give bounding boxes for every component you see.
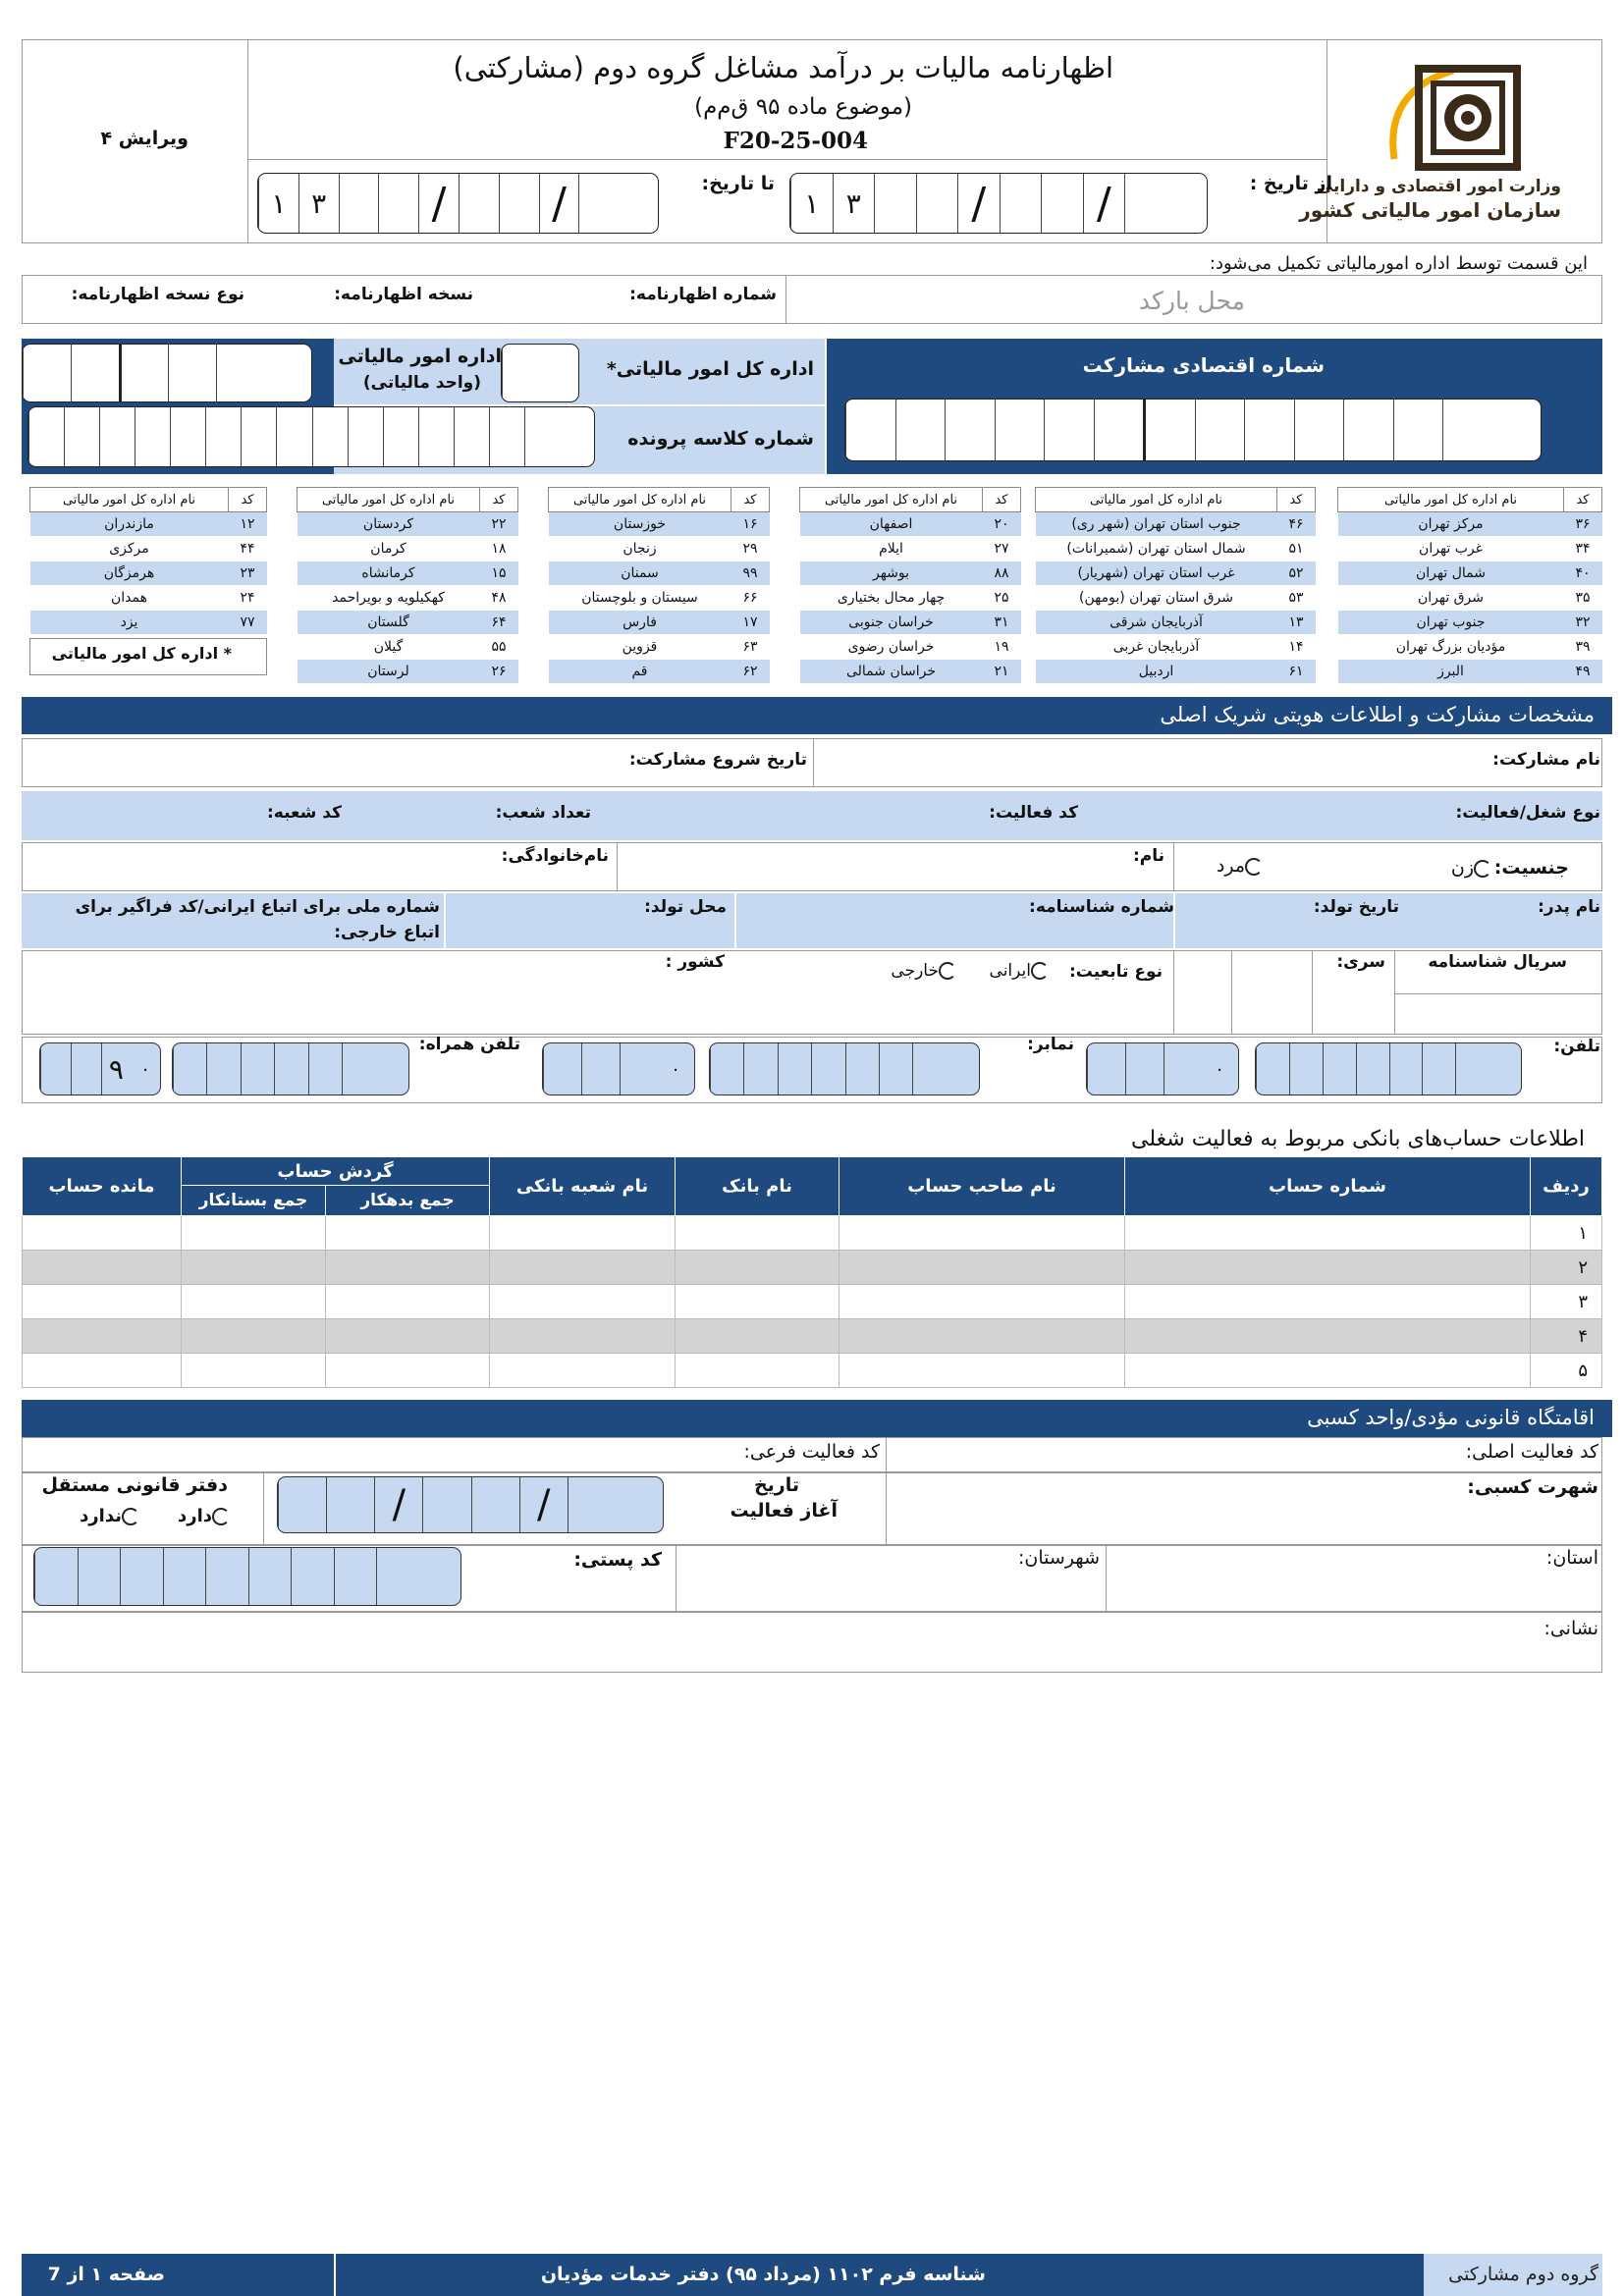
code-row [30, 611, 267, 635]
office-name: شرق استان تهران (بومهن) [1036, 586, 1277, 611]
office-code: ۲۷ [983, 537, 1021, 561]
col-branch-name: نام شعبه بانکی [490, 1157, 676, 1216]
col-balance: مانده حساب [23, 1157, 182, 1216]
office-name: گیلان [298, 635, 480, 660]
start-activity-label-2: آغاز فعالیت [730, 1500, 838, 1522]
header-divider-mid [247, 159, 1326, 160]
office-name: قزوین [549, 635, 731, 660]
code-row [1338, 660, 1602, 684]
code-row [298, 561, 518, 586]
address-label: نشانی: [1543, 1618, 1598, 1639]
form-title: اظهارنامه مالیات بر درآمد مشاغل گروه دوم (مشارکتی) [453, 51, 1113, 84]
code-row [298, 660, 518, 684]
foreign-radio-icon [939, 962, 956, 980]
office-code: ۱۹ [983, 635, 1021, 660]
office-name: فارس [549, 611, 731, 635]
office-code: ۲۲ [480, 512, 518, 537]
office-name: چهار محال بختیاری [800, 586, 983, 611]
office-name: البرز [1338, 660, 1564, 684]
bank-cell[interactable] [490, 1251, 676, 1285]
table-row [23, 1354, 1602, 1388]
form-code: F20-25-004 [723, 128, 868, 154]
logo [1299, 51, 1581, 228]
office-code: ۳۴ [1564, 537, 1602, 561]
code-row [800, 586, 1021, 611]
office-code: ۱۸ [480, 537, 518, 561]
fax-label: نمابر: [1027, 1035, 1074, 1054]
office-code: ۶۶ [731, 586, 770, 611]
partnership-name-label: نام مشارکت: [1492, 750, 1600, 770]
female-radio-icon [1474, 860, 1491, 878]
start-activity-label-1: تاریخ [753, 1474, 799, 1496]
office-name: یزد [30, 611, 229, 635]
bank-cell[interactable] [490, 1354, 676, 1388]
barcode-area: محل بارکد [1138, 287, 1245, 315]
code-col-header: کد [983, 488, 1021, 512]
office-code: ۲۰ [983, 512, 1021, 537]
code-table [548, 487, 770, 684]
code-col-header: کد [480, 488, 518, 512]
tax-office-boxes[interactable] [22, 344, 312, 402]
office-code: ۵۲ [1277, 561, 1316, 586]
office-name: مازندران [30, 512, 229, 537]
ledger-hasnot-option[interactable]: ندارد [80, 1506, 139, 1526]
id-number-label: شماره شناسنامه: [1029, 897, 1174, 917]
bank-cell[interactable] [676, 1251, 839, 1285]
office-name: خراسان شمالی [800, 660, 983, 684]
code-row [1338, 537, 1602, 561]
national-id-label-1: شماره ملی برای اتباع ایرانی/کد فراگیر برای [75, 897, 440, 917]
file-class-label: شماره کلاسه پرونده [627, 428, 814, 450]
office-name: کردستان [298, 512, 480, 537]
col-turnover: گردش حساب [182, 1157, 490, 1186]
code-row [549, 561, 770, 586]
partnership-title: مشخصات مشارکت و اطلاعات هویتی شریک اصلی [1160, 703, 1595, 726]
economic-number-boxes[interactable] [844, 399, 1542, 461]
ledger-label: دفتر قانونی مستقل [41, 1474, 228, 1496]
economic-number-label: شماره اقتصادی مشارکت [1082, 353, 1325, 377]
office-name: مؤدیان بزرگ تهران [1338, 635, 1564, 660]
code-row [1036, 586, 1316, 611]
last-name-label: نام‌خانوادگی: [501, 846, 609, 866]
mobile-label: تلفن همراه: [418, 1035, 520, 1054]
code-row [1036, 512, 1316, 537]
office-name: جنوب تهران [1338, 611, 1564, 635]
office-code: ۲۱ [983, 660, 1021, 684]
office-name: آذربایجان شرقی [1036, 611, 1277, 635]
office-code: ۱۴ [1277, 635, 1316, 660]
start-activity-date-boxes[interactable]: / / [277, 1476, 664, 1533]
code-col-header: کد [1564, 488, 1602, 512]
col-row: ردیف [1531, 1157, 1602, 1216]
code-row [1338, 635, 1602, 660]
office-name: آذربایجان غربی [1036, 635, 1277, 660]
office-code: ۶۲ [731, 660, 770, 684]
bank-accounts-table [22, 1156, 1602, 1388]
bank-cell[interactable] [182, 1216, 326, 1251]
form-subtitle: (موضوع ماده ۹۵ ق‌م‌م) [694, 94, 912, 120]
office-code: ۳۹ [1564, 635, 1602, 660]
office-name: شمال استان تهران (شمیرانات) [1036, 537, 1277, 561]
office-code: ۴۰ [1564, 561, 1602, 586]
bank-title: اطلاعات حساب‌های بانکی مربوط به فعالیت شغلی [1131, 1127, 1585, 1151]
row-number: ۱ [1531, 1216, 1602, 1251]
bank-cell[interactable] [1125, 1354, 1531, 1388]
office-code: ۲۳ [229, 561, 267, 586]
code-row [30, 586, 267, 611]
logo-line2: سازمان امور مالیاتی کشور [1299, 198, 1561, 222]
name-col-header: نام اداره کل امور مالیاتی [800, 488, 983, 512]
start-date-label: تاریخ شروع مشارکت: [628, 750, 807, 770]
form-version: ویرایش ۴ [100, 128, 189, 149]
office-name: کرمانشاه [298, 561, 480, 586]
code-row [1036, 561, 1316, 586]
office-name: شرق تهران [1338, 586, 1564, 611]
ledger-has-radio-icon [212, 1508, 230, 1525]
bank-cell[interactable] [182, 1251, 326, 1285]
col-account-no: شماره حساب [1125, 1157, 1531, 1216]
col-debit: جمع بدهکار [326, 1186, 490, 1216]
to-date-boxes[interactable]: ۱ ۳ / / [257, 173, 659, 234]
code-row [549, 660, 770, 684]
office-name: همدان [30, 586, 229, 611]
to-date-label: تا تاریخ: [701, 173, 775, 194]
office-code: ۸۸ [983, 561, 1021, 586]
code-row [800, 537, 1021, 561]
header-divider-left [247, 39, 248, 243]
code-table [29, 487, 267, 635]
office-code: ۱۲ [229, 512, 267, 537]
bank-cell[interactable] [839, 1216, 1125, 1251]
office-code: ۲۵ [983, 586, 1021, 611]
footer-form-id: شناسه فرم ۱۱۰۲ (مرداد ۹۵) دفتر خدمات مؤدیان [540, 2264, 986, 2285]
province-label: استان: [1545, 1547, 1598, 1569]
code-row [800, 512, 1021, 537]
office-code: ۹۹ [731, 561, 770, 586]
office-name: اصفهان [800, 512, 983, 537]
office-name: شمال تهران [1338, 561, 1564, 586]
office-name: مرکز تهران [1338, 512, 1564, 537]
birth-place-label: محل تولد: [644, 897, 727, 917]
office-code: ۴۴ [229, 537, 267, 561]
ledger-hasnot-radio-icon [122, 1508, 139, 1525]
col-credit: جمع بستانکار [182, 1186, 326, 1216]
phone-area-boxes[interactable]: ۰ [1086, 1042, 1239, 1095]
series-label: سری: [1336, 952, 1385, 972]
bank-cell[interactable] [1125, 1319, 1531, 1354]
activity-code-label: کد فعالیت: [989, 803, 1078, 823]
office-name: ایلام [800, 537, 983, 561]
code-table [297, 487, 518, 684]
office-name: کهکیلویه و بویراحمد [298, 586, 480, 611]
code-row [549, 512, 770, 537]
code-row [1338, 586, 1602, 611]
office-note: این قسمت توسط اداره امورمالیاتی تکمیل می‌شود: [1209, 253, 1588, 274]
office-name: خوزستان [549, 512, 731, 537]
main-activity-code-label: کد فعالیت اصلی: [1465, 1441, 1598, 1463]
phone-boxes[interactable] [1255, 1042, 1522, 1095]
name-col-header: نام اداره کل امور مالیاتی [549, 488, 731, 512]
name-col-header: نام اداره کل امور مالیاتی [298, 488, 480, 512]
footer-group: گروه دوم مشارکتی [1448, 2264, 1598, 2285]
code-row [298, 537, 518, 561]
bank-cell[interactable] [676, 1354, 839, 1388]
code-row [549, 635, 770, 660]
name-col-header: نام اداره کل امور مالیاتی [1338, 488, 1564, 512]
office-code: ۷۷ [229, 611, 267, 635]
row-number: ۴ [1531, 1319, 1602, 1354]
bank-cell[interactable] [490, 1285, 676, 1319]
nationality-label: نوع تابعیت: [1068, 962, 1163, 982]
office-code: ۳۵ [1564, 586, 1602, 611]
bank-cell[interactable] [23, 1216, 182, 1251]
code-table [799, 487, 1021, 684]
office-name: غرب تهران [1338, 537, 1564, 561]
code-row [30, 561, 267, 586]
code-row [549, 586, 770, 611]
bank-cell[interactable] [182, 1285, 326, 1319]
gender-label: جنسیت: [1493, 857, 1569, 879]
code-row [1036, 537, 1316, 561]
code-col-header: کد [731, 488, 770, 512]
father-name-label: نام پدر: [1538, 897, 1600, 917]
office-code: ۴۹ [1564, 660, 1602, 684]
branch-code-label: کد شعبه: [267, 803, 342, 823]
city-label: شهرستان: [1018, 1547, 1100, 1569]
office-code: ۵۱ [1277, 537, 1316, 561]
office-code: ۱۵ [480, 561, 518, 586]
fax-area-boxes[interactable]: ۰ [542, 1042, 695, 1095]
bank-cell[interactable] [182, 1354, 326, 1388]
sub-activity-code-label: کد فعالیت فرعی: [743, 1441, 880, 1463]
office-name: قم [549, 660, 731, 684]
birth-date-label: تاریخ تولد: [1313, 897, 1399, 917]
office-code: ۲۶ [480, 660, 518, 684]
office-name: هرمزگان [30, 561, 229, 586]
code-row [298, 611, 518, 635]
code-row [30, 537, 267, 561]
bank-cell[interactable] [490, 1319, 676, 1354]
office-code: ۵۳ [1277, 586, 1316, 611]
office-code: ۶۱ [1277, 660, 1316, 684]
file-class-boxes[interactable] [27, 406, 595, 467]
col-owner: نام صاحب حساب [839, 1157, 1125, 1216]
activity-type-label: نوع شغل/فعالیت: [1455, 803, 1600, 823]
tax-office-label: اداره امور مالیاتی [338, 346, 502, 367]
office-row [22, 275, 1602, 324]
codes-note: * اداره کل امور مالیاتی [51, 644, 232, 663]
code-row [298, 512, 518, 537]
office-code: ۶۴ [480, 611, 518, 635]
row-number: ۳ [1531, 1285, 1602, 1319]
logo-line1: وزارت امور اقتصادی و دارایی [1316, 177, 1561, 196]
table-row [23, 1319, 1602, 1354]
gender-female-option[interactable]: زن [1451, 857, 1491, 879]
mobile-prefix-boxes[interactable]: ۹ ۰ [39, 1042, 161, 1095]
bank-cell[interactable] [1125, 1285, 1531, 1319]
office-code: ۴۶ [1277, 512, 1316, 537]
bank-cell[interactable] [326, 1285, 490, 1319]
fax-boxes[interactable] [709, 1042, 980, 1095]
first-name-label: نام: [1132, 846, 1164, 866]
bank-cell[interactable] [23, 1319, 182, 1354]
office-name: خراسان رضوی [800, 635, 983, 660]
postal-code-label: کد پستی: [573, 1549, 662, 1571]
bank-cell[interactable] [676, 1285, 839, 1319]
bank-cell[interactable] [839, 1354, 1125, 1388]
table-row [23, 1216, 1602, 1251]
office-name: کرمان [298, 537, 480, 561]
code-row [1338, 611, 1602, 635]
nationality-foreign-option[interactable]: خارجی [891, 961, 956, 981]
code-row [1036, 660, 1316, 684]
from-date-label: از تاریخ : [1249, 173, 1332, 194]
business-name-label: شهرت کسبی: [1467, 1476, 1598, 1498]
name-col-header: نام اداره کل امور مالیاتی [30, 488, 229, 512]
code-row [1338, 561, 1602, 586]
table-row [23, 1285, 1602, 1319]
row-number: ۵ [1531, 1354, 1602, 1388]
code-row [30, 512, 267, 537]
bank-cell[interactable] [839, 1251, 1125, 1285]
code-row [549, 537, 770, 561]
code-table [1337, 487, 1602, 684]
general-office-label: اداره کل امور مالیاتی* [606, 358, 814, 380]
bank-cell[interactable] [1125, 1251, 1531, 1285]
bank-cell[interactable] [839, 1319, 1125, 1354]
office-name: غرب استان تهران (شهریار) [1036, 561, 1277, 586]
code-row [800, 635, 1021, 660]
ledger-has-option[interactable]: دارد [178, 1506, 230, 1526]
office-code: ۴۸ [480, 586, 518, 611]
code-row [800, 660, 1021, 684]
office-name: سمنان [549, 561, 731, 586]
bank-cell[interactable] [326, 1251, 490, 1285]
row-number: ۲ [1531, 1251, 1602, 1285]
nationality-iranian-option[interactable]: ایرانی [990, 961, 1049, 981]
bank-cell[interactable] [23, 1285, 182, 1319]
code-table [1035, 487, 1316, 684]
office-code: ۳۶ [1564, 512, 1602, 537]
office-name: زنجان [549, 537, 731, 561]
office-code: ۳۱ [983, 611, 1021, 635]
bank-cell[interactable] [326, 1354, 490, 1388]
office-name: اردبیل [1036, 660, 1277, 684]
office-code: ۲۹ [731, 537, 770, 561]
office-code: ۱۳ [1277, 611, 1316, 635]
bank-cell[interactable] [326, 1216, 490, 1251]
bank-cell[interactable] [839, 1285, 1125, 1319]
bank-cell[interactable] [182, 1319, 326, 1354]
bank-cell[interactable] [490, 1216, 676, 1251]
office-name: جنوب استان تهران (شهر ری) [1036, 512, 1277, 537]
country-label: کشور : [665, 952, 725, 972]
phone-label: تلفن: [1553, 1037, 1600, 1056]
code-row [298, 635, 518, 660]
bank-cell[interactable] [676, 1319, 839, 1354]
office-code: ۳۲ [1564, 611, 1602, 635]
bank-cell[interactable] [1125, 1216, 1531, 1251]
code-col-header: کد [229, 488, 267, 512]
code-col-header: کد [1277, 488, 1316, 512]
office-name: سیستان و بلوچستان [549, 586, 731, 611]
office-code: ۲۴ [229, 586, 267, 611]
return-number-label: شماره اظهارنامه: [629, 285, 777, 304]
general-office-boxes[interactable] [501, 344, 579, 402]
iranian-radio-icon [1031, 962, 1049, 980]
code-row [800, 561, 1021, 586]
code-row [549, 611, 770, 635]
tax-unit-label: (واحد مالیاتی) [362, 373, 481, 393]
national-id-label-2: اتباع خارجی: [334, 923, 440, 942]
copy-type-label: نوع نسخه اظهارنامه: [71, 285, 244, 304]
office-code: ۶۳ [731, 635, 770, 660]
col-bank-name: نام بانک [676, 1157, 839, 1216]
from-date-boxes[interactable]: ۱ ۳ / / [789, 173, 1208, 234]
office-code: ۱۷ [731, 611, 770, 635]
office-name: بوشهر [800, 561, 983, 586]
bank-cell[interactable] [326, 1319, 490, 1354]
office-code: ۵۵ [480, 635, 518, 660]
male-radio-icon [1245, 858, 1263, 876]
branch-count-label: تعداد شعب: [495, 803, 591, 823]
office-code: ۱۶ [731, 512, 770, 537]
code-row [1338, 512, 1602, 537]
office-name: گلستان [298, 611, 480, 635]
office-name: مرکزی [30, 537, 229, 561]
bank-cell[interactable] [23, 1354, 182, 1388]
bank-cell[interactable] [676, 1216, 839, 1251]
office-name: خراسان جنوبی [800, 611, 983, 635]
name-col-header: نام اداره کل امور مالیاتی [1036, 488, 1277, 512]
office-name: لرستان [298, 660, 480, 684]
code-row [1036, 611, 1316, 635]
code-row [800, 611, 1021, 635]
gender-male-option[interactable]: مرد [1217, 855, 1263, 877]
code-row [1036, 635, 1316, 660]
table-row [23, 1251, 1602, 1285]
bank-cell[interactable] [23, 1251, 182, 1285]
residence-title: اقامتگاه قانونی مؤدی/واحد کسبی [1307, 1406, 1595, 1429]
id-serial-label: سریال شناسنامه [1428, 952, 1567, 972]
footer-page: صفحه ۱ از 7 [47, 2264, 165, 2285]
mobile-boxes[interactable] [172, 1042, 409, 1095]
code-row [298, 586, 518, 611]
postal-code-boxes[interactable] [33, 1547, 461, 1606]
return-copy-label: نسخه اظهارنامه: [334, 285, 473, 304]
